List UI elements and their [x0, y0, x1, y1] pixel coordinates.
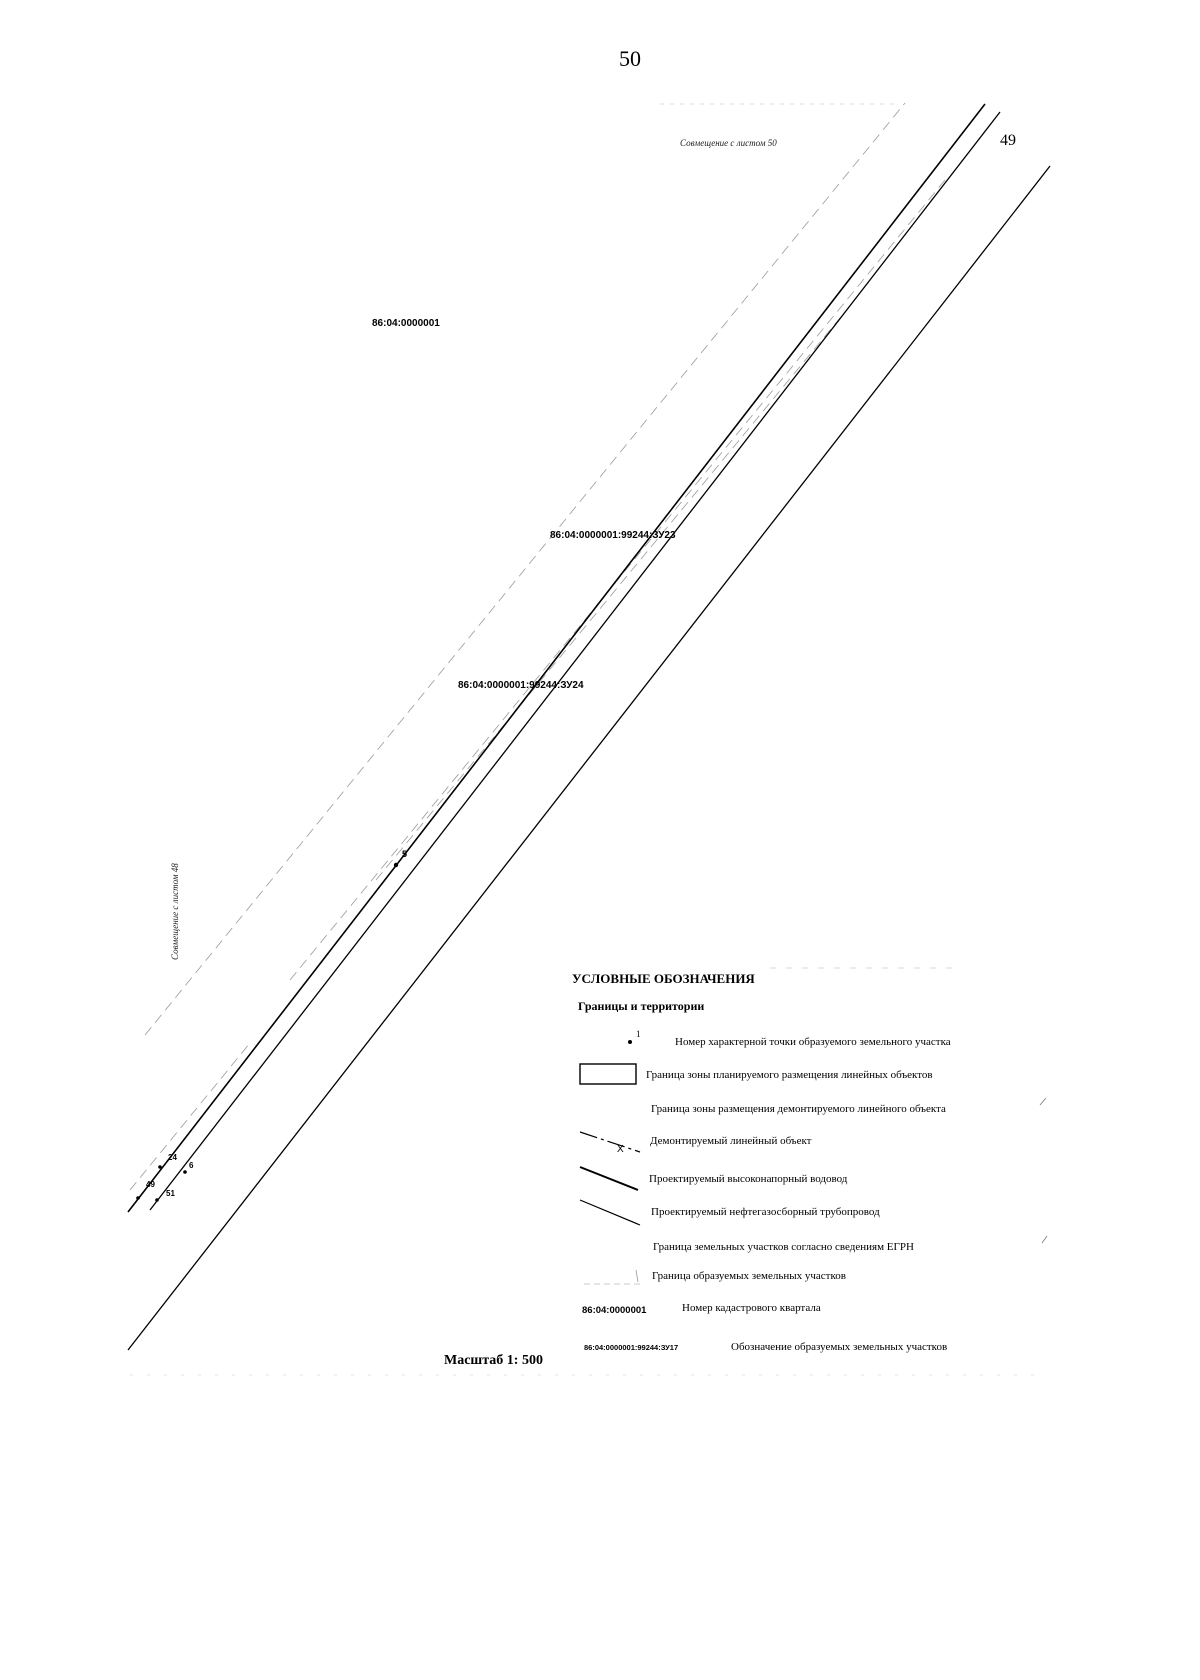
oil-gas-pipeline-line [128, 166, 1050, 1350]
parcel-label-zu23: 86:04:0000001:99244:ЗУ23 [550, 530, 676, 541]
legend-faint-mark [1042, 1236, 1047, 1243]
point-label-24: 24 [168, 1153, 177, 1162]
overlap-note-left: Совмещение с листом 48 [170, 863, 180, 960]
legend-item-text: Граница зоны планируемого размещения линейных объектов [646, 1069, 933, 1081]
legend-quarter-example: 86:04:0000001 [582, 1305, 647, 1316]
legend-point-number: 1 [636, 1029, 641, 1039]
legend-item-text: Граница зоны размещения демонтируемого линейного объекта [651, 1103, 946, 1115]
legend-item-text: Граница образуемых земельных участков [652, 1270, 846, 1282]
legend-quarter-desc: Номер кадастрового квартала [682, 1302, 821, 1314]
quarter-label: 86:04:0000001 [372, 318, 440, 329]
legend-item-text: Демонтируемый линейный объект [650, 1135, 812, 1147]
legend-item-text: Проектируемый высоконапорный водовод [649, 1173, 848, 1185]
project-lines [128, 104, 1050, 1350]
legend-faint-mark [1040, 1098, 1046, 1105]
point-marker [183, 1170, 187, 1174]
legend-parcel-example: 86:04:0000001:99244:ЗУ17 [584, 1343, 679, 1352]
legend-item-text: Проектируемый нефтегазосборный трубопровод [651, 1206, 880, 1218]
neighbor-sheet-number: 49 [1000, 132, 1016, 149]
egrn-boundaries [130, 103, 945, 1190]
legend-water-main-symbol [580, 1167, 638, 1190]
overlap-note-top: Совмещение с листом 50 [680, 138, 777, 148]
point-label-6: 6 [189, 1161, 194, 1170]
legend-item-text: Номер характерной точки образуемого земельного участка [675, 1036, 951, 1048]
legend-parcel-desc: Обозначение образуемых земельных участков [731, 1341, 948, 1353]
legend-demolish-symbol [580, 1132, 640, 1152]
point-label-49: 49 [146, 1180, 155, 1189]
point-marker [136, 1196, 140, 1200]
point-marker [158, 1165, 162, 1169]
legend-subtitle: Границы и территории [578, 999, 705, 1013]
egrn-boundary-line [376, 312, 845, 880]
point-label-51: 51 [166, 1189, 175, 1198]
legend-pipeline-symbol [580, 1200, 640, 1225]
point-marker [155, 1198, 159, 1202]
page-number: 50 [619, 46, 641, 71]
legend-formed-boundary-tick [636, 1270, 638, 1282]
legend-item-text: Граница земельных участков согласно сведениям ЕГРН [653, 1241, 914, 1253]
egrn-boundary-line [145, 103, 905, 1035]
legend-zone-symbol [580, 1064, 636, 1084]
legend-point-symbol [628, 1040, 632, 1044]
parcel-label-zu24: 86:04:0000001:99244:ЗУ24 [458, 680, 584, 691]
legend-demolish-mark: Х [617, 1144, 624, 1155]
point-marker [394, 863, 398, 867]
scale-label: Масштаб 1: 500 [444, 1353, 543, 1368]
point-label-5: 5 [402, 849, 408, 859]
legend-title: УСЛОВНЫЕ ОБОЗНАЧЕНИЯ [572, 971, 755, 986]
